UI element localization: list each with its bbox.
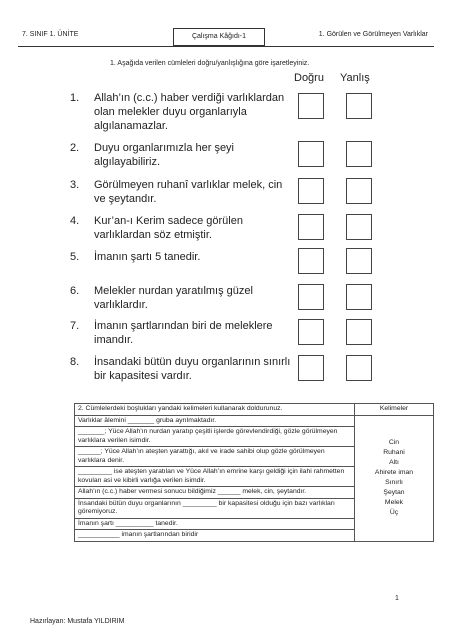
question-text: Allah’ın (c.c.) haber verdiği varlıklardan olan melekler duyu organlarıyla algılanamazlar. (94, 92, 285, 132)
question-number: 2. (70, 142, 80, 154)
word-melek: Melek (384, 499, 404, 506)
checkbox-yanlis-2[interactable] (346, 141, 372, 167)
question-number: 5. (70, 251, 80, 263)
question-text: Görülmeyen ruhanî varlıklar melek, cin ve şeytandır. (94, 179, 283, 205)
checkbox-dogru-4[interactable] (298, 214, 324, 240)
word-ahirete-iman: Ahirete iman (374, 469, 414, 476)
question-number: 3. (70, 179, 80, 191)
unit-label: 7. SINIF 1. ÜNİTE (22, 31, 79, 38)
fill-in-table (74, 403, 434, 542)
checkbox-dogru-2[interactable] (298, 141, 324, 167)
checkbox-yanlis-1[interactable] (346, 93, 372, 119)
checkbox-yanlis-5[interactable] (346, 248, 372, 274)
fill-header: 2. Cümlelerdeki boşlukları yandaki kelimeleri kullanarak doldurunuz. (75, 404, 355, 416)
fill-row-2[interactable]: _______; Yüce Allah’ın nurdan yaratıp çeşitli işlerde görevlendirdiği, gözle görülmeyen varlıklara verilen isimdir. (75, 427, 355, 447)
checkbox-dogru-8[interactable] (298, 355, 324, 381)
checkbox-yanlis-4[interactable] (346, 214, 372, 240)
word-sinirli: Sınırlı (385, 479, 403, 486)
checkbox-dogru-6[interactable] (298, 284, 324, 310)
checkbox-yanlis-8[interactable] (346, 355, 372, 381)
question-number: 8. (70, 356, 80, 368)
fill-row-8[interactable]: ___________ imanın şartlarından biridir (75, 530, 355, 542)
question-text: Duyu organlarımızla her şeyi algılayabiliriz. (94, 142, 235, 168)
fill-row-6[interactable]: İnsandaki bütün duyu organlarının _________ bir kapasitesi olduğu için bazı varlıkları göremiyoruz. (75, 498, 355, 518)
fill-row-1[interactable]: Varlıklar âlemini _______ gruba ayrılmaktadır. (75, 415, 355, 427)
header-divider (18, 46, 434, 47)
word-seytan: Şeytan (383, 489, 405, 496)
question-text: İmanın şartı 5 tanedir. (94, 251, 201, 263)
question-text: Kur’an-ı Kerim sadece görülen varlıklardan söz etmiştir. (94, 215, 243, 241)
topic-label: 1. Görülen ve Görülmeyen Varlıklar (318, 31, 428, 38)
question-text: İnsandaki bütün duyu organlarının sınırlı bir kapasitesi vardır. (94, 356, 291, 382)
question-number: 7. (70, 320, 80, 332)
kelimeler-header: Kelimeler (355, 404, 434, 416)
checkbox-yanlis-7[interactable] (346, 319, 372, 345)
column-yanlis: Yanlış (340, 72, 370, 84)
fill-row-5[interactable]: Allah’ın (c.c.) haber vermesi sonucu bildiğimiz ______ melek, cin, şeytandır. (75, 487, 355, 499)
column-dogru: Doğru (294, 72, 324, 84)
page-number: 1 (395, 595, 399, 602)
word-cin: Cin (388, 439, 400, 446)
instruction-1: 1. Aşağıda verilen cümleleri doğru/yanlışlığına göre işaretleyiniz. (110, 60, 310, 67)
question-text: İmanın şartlarından biri de meleklere imandır. (94, 320, 273, 346)
fill-row-4[interactable]: _________ ise ateşten yaratılan ve Yüce Allah’ın emrine karşı geldiği için ilahi rahmetten kovulan asi ve kibirli varlığa verilen isimdir. (75, 467, 355, 487)
page-header (18, 25, 434, 47)
worksheet-title: Çalışma Kâğıdı-1 (173, 28, 265, 46)
checkbox-dogru-3[interactable] (298, 178, 324, 204)
question-text: Melekler nurdan yaratılmış güzel varlıklardır. (94, 285, 253, 311)
question-number: 4. (70, 215, 80, 227)
word-uc: Üç (389, 509, 399, 516)
checkbox-yanlis-6[interactable] (346, 284, 372, 310)
fill-row-3[interactable]: ______; Yüce Allah’ın ateşten yarattığı, akıl ve irade sahibi olup gözle görülmeyen varlıklara denir. (75, 447, 355, 467)
checkbox-dogru-1[interactable] (298, 93, 324, 119)
checkbox-dogru-7[interactable] (298, 319, 324, 345)
author-credit: Hazırlayan: Mustafa YILDIRIM (30, 618, 125, 625)
question-number: 6. (70, 285, 80, 297)
word-bank (355, 415, 434, 541)
word-alti: Altı (389, 459, 399, 466)
checkbox-yanlis-3[interactable] (346, 178, 372, 204)
fill-row-7[interactable]: İmanın şartı __________ tanedir. (75, 518, 355, 530)
checkbox-dogru-5[interactable] (298, 248, 324, 274)
word-ruhani: Ruhani (383, 449, 405, 456)
question-number: 1. (70, 92, 80, 104)
